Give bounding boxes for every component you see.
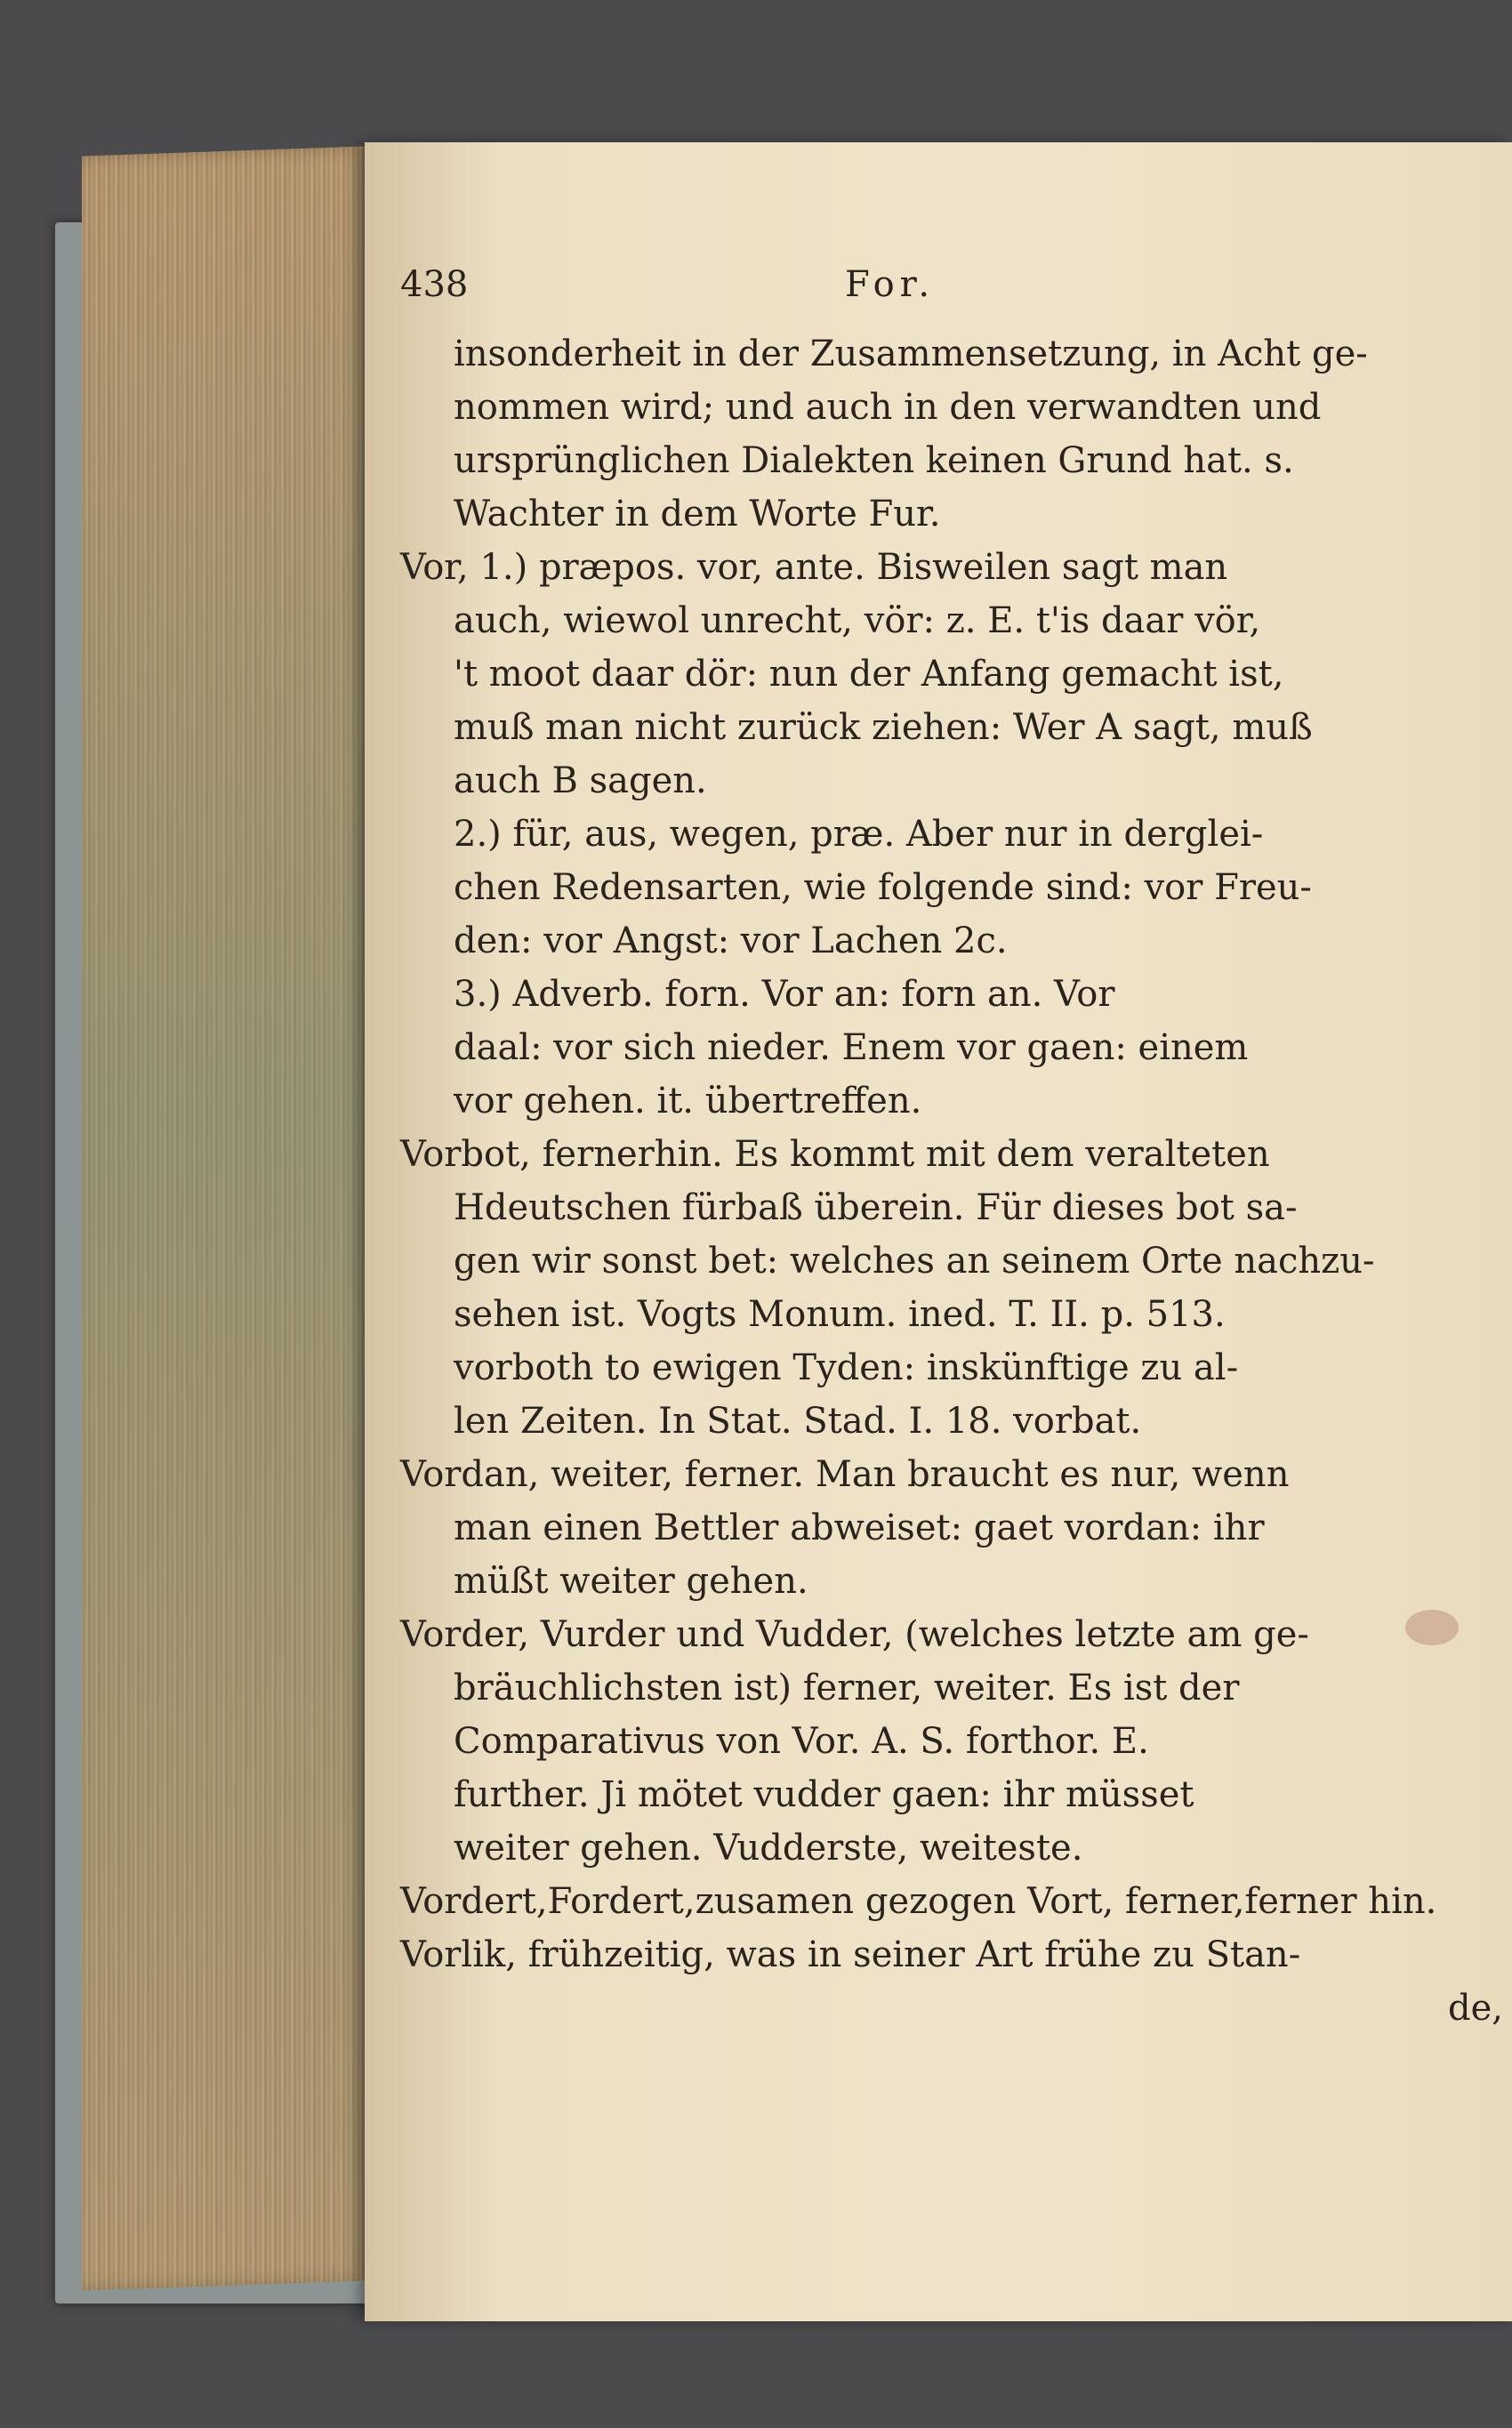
book-page bbox=[365, 142, 1512, 2321]
text-line: de, bbox=[1448, 1988, 1503, 2029]
text-line: Vor, 1.) præpos. vor, ante. Bisweilen sagt man bbox=[400, 547, 1228, 588]
text-line: vorboth to ewigen Tyden: inskünftige zu al- bbox=[454, 1347, 1239, 1388]
text-line: gen wir sonst bet: welches an seinem Orte nachzu- bbox=[454, 1241, 1375, 1282]
text-line: auch B sagen. bbox=[454, 760, 707, 801]
text-line: sehen ist. Vogts Monum. ined. T. II. p. 513. bbox=[454, 1294, 1226, 1335]
text-line: daal: vor sich nieder. Enem vor gaen: einem bbox=[454, 1027, 1249, 1068]
page-text bbox=[400, 258, 1503, 2035]
text-line: den: vor Angst: vor Lachen 2c. bbox=[454, 921, 1008, 961]
text-line: muß man nicht zurück ziehen: Wer A sagt, muß bbox=[454, 707, 1313, 748]
text-line: chen Redensarten, wie folgende sind: vor Freu- bbox=[454, 867, 1312, 908]
text-line: Vordert,Fordert,zusamen gezogen Vort, ferner,ferner hin. bbox=[400, 1881, 1437, 1922]
text-line: nommen wird; und auch in den verwandten und bbox=[454, 387, 1322, 428]
text-line: Vordan, weiter, ferner. Man braucht es nur, wenn bbox=[400, 1454, 1290, 1495]
page-edges bbox=[82, 146, 366, 2290]
text-line: müßt weiter gehen. bbox=[454, 1561, 808, 1602]
text-line: Vorlik, frühzeitig, was in seiner Art frühe zu Stan- bbox=[400, 1934, 1301, 1975]
text-line: 2.) für, aus, wegen, præ. Aber nur in derglei- bbox=[454, 814, 1264, 855]
running-head: For. bbox=[845, 264, 936, 305]
text-line: auch, wiewol unrecht, vör: z. E. t'is daar vör, bbox=[454, 600, 1261, 641]
page-number: 438 bbox=[400, 264, 469, 305]
text-line: 3.) Adverb. forn. Vor an: forn an. Vor bbox=[454, 974, 1115, 1015]
text-line: weiter gehen. Vudderste, weiteste. bbox=[454, 1828, 1083, 1869]
text-line: 't moot daar dör: nun der Anfang gemacht ist, bbox=[454, 654, 1284, 695]
text-line: man einen Bettler abweiset: gaet vordan: ihr bbox=[454, 1507, 1265, 1548]
text-line: insonderheit in der Zusammensetzung, in Acht ge- bbox=[454, 334, 1368, 374]
text-line: Vorder, Vurder und Vudder, (welches letzte am ge- bbox=[400, 1614, 1309, 1655]
text-line: vor gehen. it. übertreffen. bbox=[454, 1081, 922, 1122]
text-line: further. Ji mötet vudder gaen: ihr müsset bbox=[454, 1774, 1194, 1815]
edge-tint bbox=[82, 146, 366, 2290]
text-lines bbox=[400, 327, 1503, 2035]
text-line: Wachter in dem Worte Fur. bbox=[454, 494, 941, 535]
text-line: Hdeutschen fürbaß überein. Für dieses bot sa- bbox=[454, 1187, 1298, 1228]
text-line: len Zeiten. In Stat. Stad. I. 18. vorbat. bbox=[454, 1401, 1142, 1442]
text-line: ursprünglichen Dialekten keinen Grund hat. s. bbox=[454, 440, 1294, 481]
text-line: Vorbot, fernerhin. Es kommt mit dem veralteten bbox=[400, 1134, 1270, 1175]
text-line: bräuchlichsten ist) ferner, weiter. Es ist der bbox=[454, 1668, 1240, 1708]
page-header bbox=[400, 258, 1503, 311]
text-line: Comparativus von Vor. A. S. forthor. E. bbox=[454, 1721, 1149, 1762]
